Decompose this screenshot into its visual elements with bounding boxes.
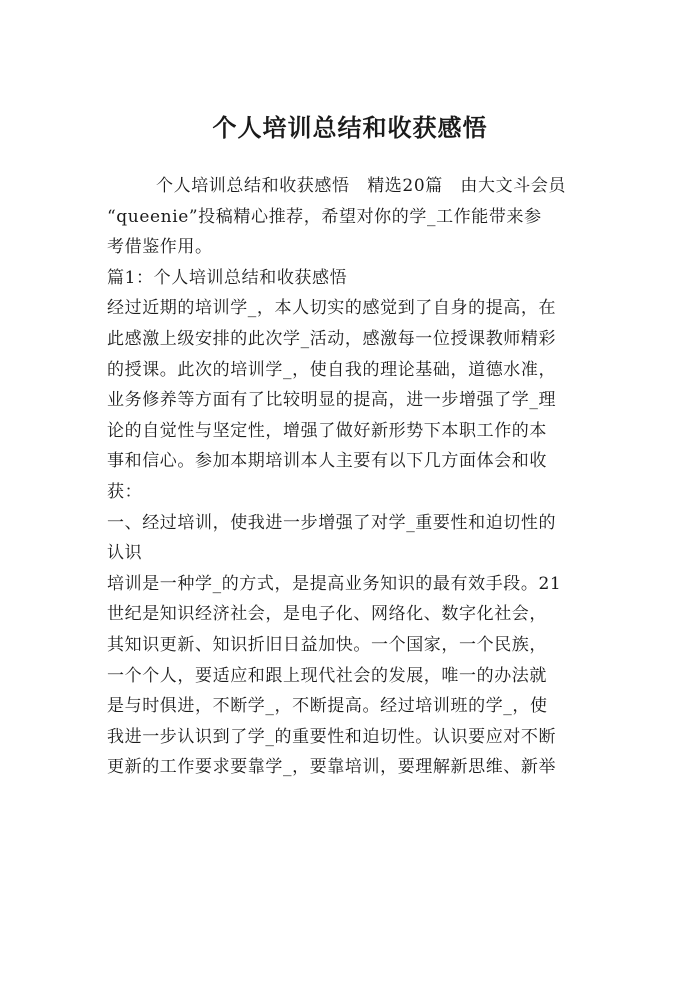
subsection-heading: 认识: [107, 543, 143, 564]
paragraph-line: 培训是一种学_的方式，是提高业务知识的最有效手段。21: [107, 573, 562, 594]
document-title: 个人培训总结和收获感悟: [212, 114, 488, 142]
subsection-heading: 一、经过培训，使我进一步增强了对学_重要性和迫切性的: [107, 512, 557, 533]
intro-line: 考借鉴作用。: [107, 237, 213, 258]
paragraph-line: 此感激上级安排的此次学_活动，感激每一位授课教师精彩: [107, 328, 557, 349]
document-body: [107, 171, 597, 783]
paragraph-line: 的授课。此次的培训学_，使自我的理论基础，道德水准，: [107, 359, 557, 380]
paragraph-line: 其知识更新、知识折旧日益加快。一个国家，一个民族，: [107, 634, 547, 655]
paragraph-line: 我进一步认识到了学_的重要性和迫切性。认识要应对不断: [107, 726, 557, 747]
paragraph-line: 论的自觉性与坚定性，增强了做好新形势下本职工作的本: [107, 420, 547, 441]
paragraph-line: 一个个人，要适应和跟上现代社会的发展，唯一的办法就: [107, 665, 547, 686]
paragraph-line: 世纪是知识经济社会，是电子化、网络化、数字化社会，: [107, 604, 547, 625]
intro-line: “queenie”投稿精心推荐，希望对你的学_工作能带来参: [107, 206, 542, 227]
paragraph-line: 业务修养等方面有了比较明显的提高，进一步增强了学_理: [107, 390, 557, 411]
paragraph-line: 事和信心。参加本期培训本人主要有以下几方面体会和收: [107, 451, 547, 472]
section-heading: 篇1：个人培训总结和收获感悟: [107, 267, 348, 288]
paragraph-line: 更新的工作要求要靠学_，要靠培训，要理解新思维、新举: [107, 757, 557, 778]
intro-line: 个人培训总结和收获感悟 精选20篇 由大文斗会员: [156, 176, 567, 196]
paragraph-line: 获：: [107, 481, 143, 502]
paragraph-line: 是与时俱进，不断学_，不断提高。经过培训班的学_，使: [107, 696, 548, 717]
paragraph-line: 经过近期的培训学_，本人切实的感觉到了自身的提高，在: [107, 298, 557, 319]
